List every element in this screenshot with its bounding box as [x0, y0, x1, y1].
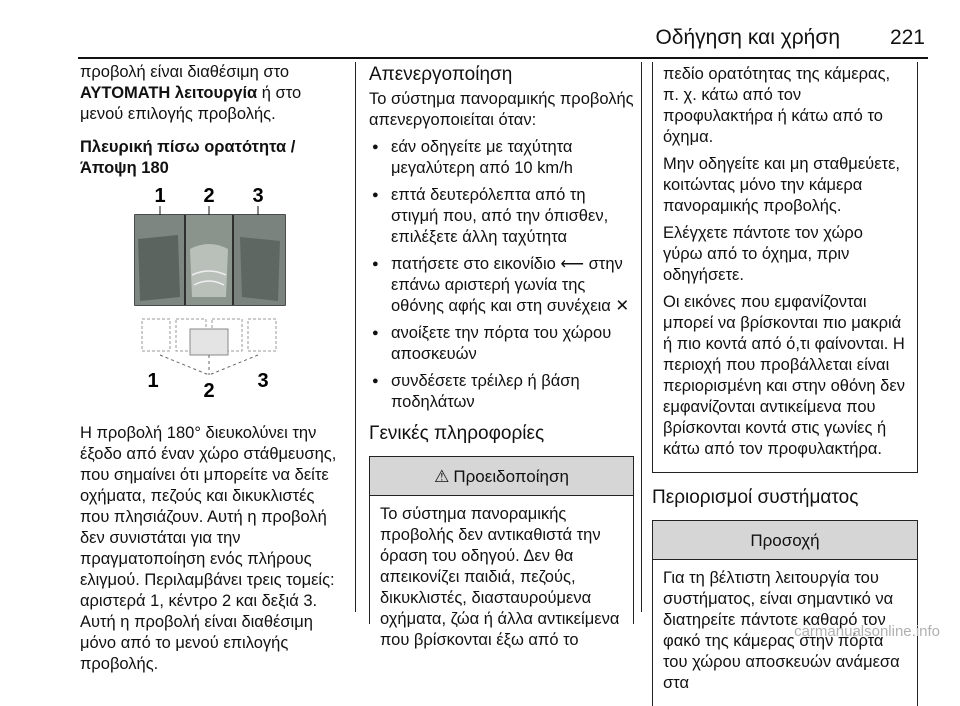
warning-text: Το σύστημα πανοραμικής προβολής δεν αντικαθιστά την όραση του οδηγού. Δεν θα απεικονίζει παιδιά, πεζούς, δικυκλιστές, διασταυρούμενα οχήματα, ζώα ή άλλα αντικείμενα που βρίσκονται έξω από το: [380, 505, 620, 649]
deactivation-intro: Το σύστημα πανοραμικής προβολής απενεργοποιείται όταν:: [369, 90, 634, 129]
warning-continued-p1: πεδίο ορατότητας της κάμερας, π. χ. κάτω από τον προφυλακτήρα ή κάτω από το όχημα.: [663, 65, 891, 146]
warning-icon: ⚠: [434, 466, 450, 486]
warning-continued-p3: Ελέγχετε πάντοτε τον χώρο γύρω από το όχημα, πριν οδηγήσετε.: [663, 224, 863, 284]
view-180-description: Η προβολή 180° διευκολύνει την έξοδο από έναν χώρο στάθμευσης, που σημαίνει ότι μπορείτε να δείτε οχήματα, πεζούς και δικυκλιστές που πλησιάζουν. Αυτή η προβολή δεν συνιστάται για την πραγματοποίηση ενός πλήρους ελιγμού. Περιλαμβάνει τρεις τομείς: αριστερά 1, κέντρο 2 και δεξιά 3. Αυτή η προβολή είναι διαθέσιμη μόνο από το μενού επιλογής προβολής.: [80, 424, 337, 673]
warning-continued-body: [653, 62, 917, 472]
warning-title: Προειδοποίηση: [453, 466, 569, 486]
deactivation-list: [369, 137, 634, 413]
list-item: ● συνδέσετε τρέιλερ ή βάση ποδηλάτων: [369, 371, 634, 413]
column-middle: [369, 62, 634, 649]
warning-box-continued: [652, 62, 918, 473]
caution-text: Για τη βέλτιστη λειτουργία του συστήματος, είναι σημαντικό να διατηρείτε πάντοτε καθαρό τον φακό της κάμερας στην πόρτα του χώρου αποσκευών ανάμεσα στα: [663, 569, 900, 692]
column-right: [652, 62, 918, 706]
column-divider-right: [641, 62, 642, 612]
page-number: 221: [889, 26, 925, 49]
column-left: [80, 62, 348, 675]
list-item: ● πατήσετε στο εικονίδιο ⟵ στην επάνω αριστερή γωνία της οθόνης αφής και στη συνέχεια ✕: [369, 254, 634, 317]
system-limits-heading: Περιορισμοί συστήματος: [652, 487, 859, 508]
watermark: carmanualsonline.info: [794, 623, 940, 640]
header-divider: [78, 57, 928, 59]
figure-label-top-3: 3: [252, 185, 264, 207]
caution-title: Προσοχή: [750, 530, 820, 550]
warning-continued-p4: Οι εικόνες που εμφανίζονται μπορεί να βρίσκονται πιο μακριά ή πιο κοντά από ό,τι φαίνονται. Η περιοχή που προβάλλεται είναι περιορισμένη και στην οθόνη δεν εμφανίζονται αντικείμενα που βρίσκονται κοντά στις γωνίες ή κάτω από τον προφυλακτήρα.: [663, 293, 905, 458]
warning-body: [370, 496, 633, 663]
list-item: ● επτά δευτερόλεπτα από τη στιγμή που, από την όπισθεν, επιλέξετε άλλη ταχύτητα: [369, 185, 634, 248]
figure-label-top-1: 1: [154, 185, 166, 207]
caution-header: [653, 520, 917, 560]
caution-box: [652, 520, 918, 706]
view-180-figure: [80, 179, 348, 399]
warning-header: [370, 456, 633, 496]
camera-180-illustration: [80, 179, 348, 399]
figure-label-bottom-1: 1: [147, 370, 159, 392]
page-title: Οδήγηση και χρήση: [655, 26, 840, 49]
warning-continued-p2: Μην οδηγείτε και μη σταθμεύετε, κοιτώντας μόνο την κάμερα πανοραμικής προβολής.: [663, 155, 901, 215]
page-header: [0, 0, 960, 62]
intro-paragraph: προβολή είναι διαθέσιμη στο ΑΥΤΟΜΑΤΗ λειτουργία ή στο μενού επιλογής προβολής.: [80, 63, 302, 123]
warning-box: [369, 456, 634, 649]
column-divider-left: [355, 62, 356, 612]
deactivation-heading: Απενεργοποίηση: [369, 64, 513, 85]
figure-label-bottom-3: 3: [257, 370, 269, 392]
rear-bumper-diagram: [142, 319, 276, 375]
general-info-heading: Γενικές πληροφορίες: [369, 423, 545, 444]
figure-label-top-2: 2: [203, 185, 215, 207]
list-item: ● εάν οδηγείτε με ταχύτητα μεγαλύτερη από 10 km/h: [369, 137, 634, 179]
automatic-mode-label: ΑΥΤΟΜΑΤΗ λειτουργία: [80, 84, 258, 102]
list-item: ● ανοίξετε την πόρτα του χώρου αποσκευών: [369, 323, 634, 365]
figure-label-bottom-2: 2: [203, 380, 215, 399]
side-rear-visibility-heading: Πλευρική πίσω ορατότητα / Άποψη 180: [80, 138, 296, 177]
